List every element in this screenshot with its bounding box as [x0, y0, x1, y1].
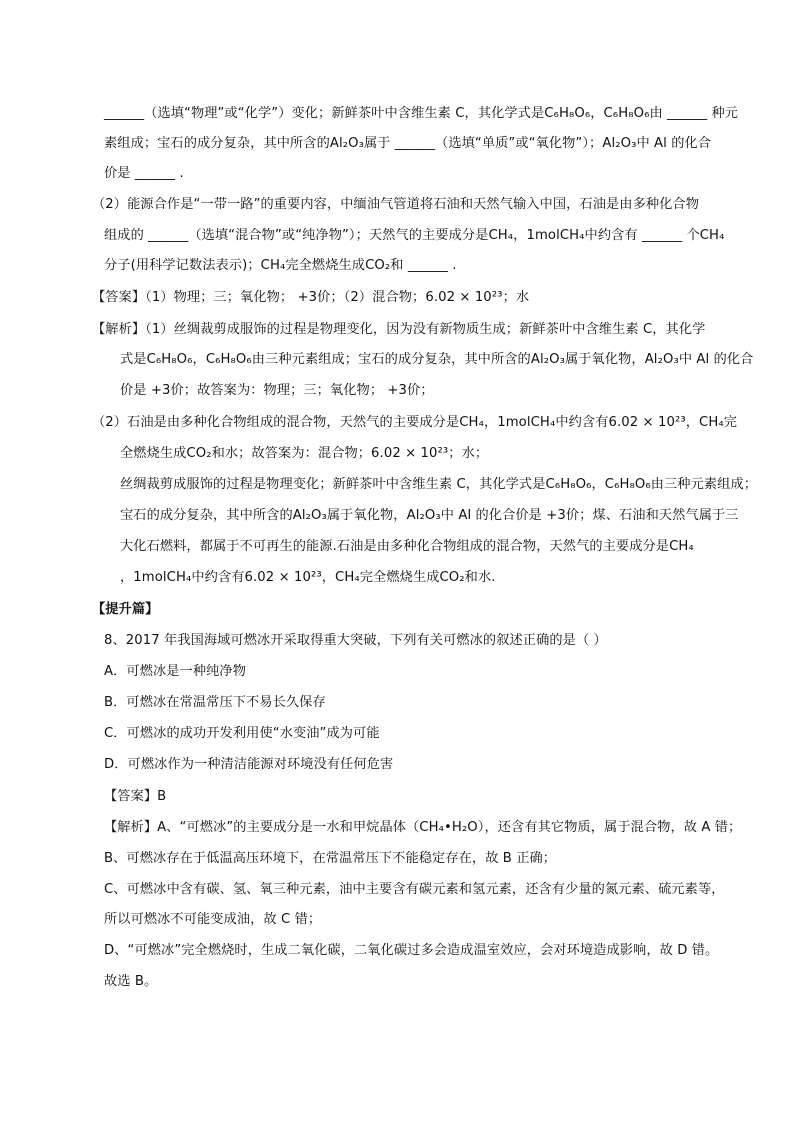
text-line: 全燃烧生成CO₂和水；故答案为：混合物；6.02 × 10²³；水；: [120, 446, 489, 461]
answer-line: 【答案】B: [104, 789, 167, 804]
text-line: 分子(用科学记数法表示)；CH₄完全燃烧生成CO₂和 ______ .: [104, 258, 457, 273]
text-line: 式是C₆H₈O₆，C₆H₈O₆由三种元素组成；宝石的成分复杂，其中所含的Al₂O₃属于氧化物，Al₂O₃中 Al 的化合: [120, 352, 754, 367]
text-line: 价是 ______ .: [104, 166, 184, 181]
section-heading: 【提升篇】: [92, 602, 159, 617]
text-line: 丝绸裁剪成服饰的过程是物理变化；新鲜茶叶中含维生素 C，其化学式是C₆H₈O₆，C₆H₈O₆由三种元素组成；: [120, 477, 758, 492]
option-a: A．可燃冰是一种纯净物: [104, 664, 246, 679]
option-c: C．可燃冰的成功开发利用使“水变油”成为可能: [104, 726, 380, 741]
text-line: 素组成；宝石的成分复杂，其中所含的Al₂O₃属于 ______（选填“单质”或“氧化物”）；Al₂O₃中 Al 的化合: [104, 136, 712, 151]
option-d: D．可燃冰作为一种清洁能源对环境没有任何危害: [104, 757, 394, 772]
text-line: ，1molCH₄中约含有6.02 × 10²³，CH₄完全燃烧生成CO₂和水.: [120, 570, 496, 585]
text-line: （2）石油是由多种化合物组成的混合物，天然气的主要成分是CH₄，1molCH₄中约含有6.02 × 10²³，CH₄完: [92, 415, 738, 430]
answer-line: 【答案】（1）物理；三；氧化物； +3价；（2）混合物；6.02 × 10²³；水: [92, 290, 530, 305]
text-line: 组成的 ______（选填“混合物”或“纯净物”）；天然气的主要成分是CH₄，1molCH₄中约含有 ______ 个CH₄: [104, 228, 725, 243]
text-line: ______（选填“物理”或“化学”）变化；新鲜茶叶中含维生素 C，其化学式是C₆H₈O₆，C₆H₈O₆由 ______ 种元: [104, 106, 739, 121]
text-line: B、可燃冰存在于低温高压环境下，在常温常压下不能稳定存在，故 B 正确；: [104, 851, 557, 866]
text-line: 价是 +3价；故答案为：物理；三；氧化物； +3价；: [120, 383, 434, 398]
analysis-line: 【解析】A、“可燃冰”的主要成分是一水和甲烷晶体（CH₄•H₂O），还含有其它物质，属于混合物，故 A 错；: [104, 820, 742, 835]
text-line: D、“可燃冰”完全燃烧时，生成二氧化碳，二氧化碳过多会造成温室效应，会对环境造成影响，故 D 错。: [104, 943, 719, 958]
text-line: 宝石的成分复杂，其中所含的Al₂O₃属于氧化物，Al₂O₃中 Al 的化合价是 +3价；煤、石油和天然气属于三: [120, 508, 739, 523]
text-line: 故选 B。: [104, 974, 158, 989]
text-line: 大化石燃料，都属于不可再生的能源.石油是由多种化合物组成的混合物，天然气的主要成分是CH₄: [120, 539, 694, 554]
text-line: （2）能源合作是“一带一路”的重要内容，中缅油气管道将石油和天然气输入中国，石油是由多种化合物: [92, 197, 699, 212]
question-stem: 8、2017 年我国海域可燃冰开采取得重大突破，下列有关可燃冰的叙述正确的是（ ）: [104, 633, 607, 648]
analysis-line: 【解析】（1）丝绸裁剪成服饰的过程是物理变化，因为没有新物质生成；新鲜茶叶中含维生素 C，其化学: [92, 322, 706, 337]
text-line: C、可燃冰中含有碳、氢、氧三种元素，油中主要含有碳元素和氢元素，还含有少量的氮元素、硫元素等，: [104, 882, 725, 897]
option-b: B．可燃冰在常温常压下不易长久保存: [104, 695, 326, 710]
text-line: 所以可燃冰不可能变成油，故 C 错；: [104, 912, 322, 927]
